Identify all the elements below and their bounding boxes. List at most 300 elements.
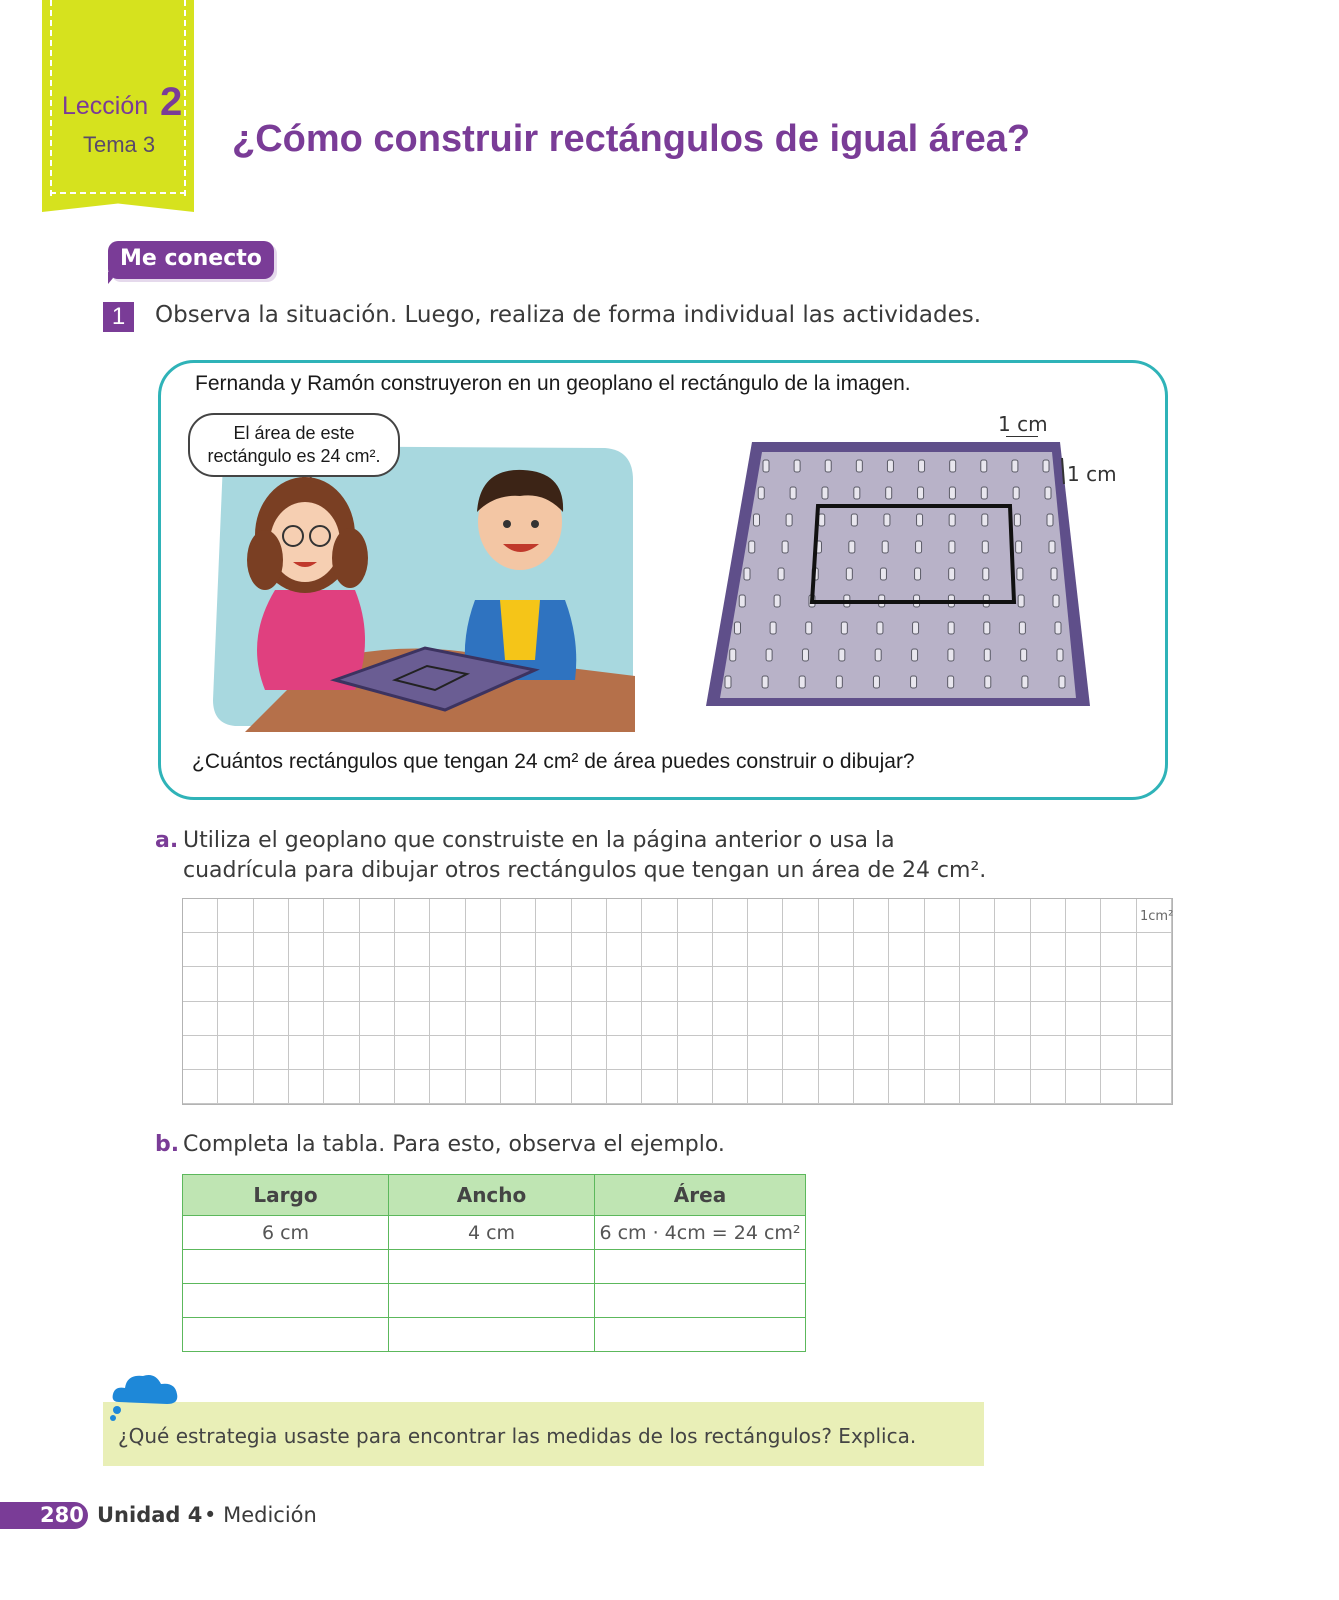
lesson-label: Lección (62, 92, 149, 120)
grid-cell[interactable] (1101, 967, 1136, 1001)
geoboard-peg (849, 541, 855, 553)
geoboard-peg (981, 487, 987, 499)
header-largo: Largo (183, 1175, 389, 1216)
grid-cell[interactable] (218, 1070, 253, 1104)
grid-cell[interactable] (889, 967, 924, 1001)
geoboard-peg (762, 676, 768, 688)
grid-cell[interactable] (1101, 1070, 1136, 1104)
speech-line-2: rectángulo es 24 cm². (207, 446, 381, 466)
geoboard-peg (948, 622, 954, 634)
grid-cell[interactable] (854, 1070, 889, 1104)
grid-cell[interactable] (1101, 933, 1136, 967)
geoboard-peg (984, 649, 990, 661)
grid-cell[interactable] (819, 1070, 854, 1104)
activity-number: 1 (103, 302, 134, 332)
grid-cell[interactable] (748, 1002, 783, 1036)
grid-cell[interactable] (501, 967, 536, 1001)
grid-cell[interactable] (395, 1002, 430, 1036)
grid-cell[interactable] (536, 967, 571, 1001)
geoboard-peg (725, 676, 731, 688)
grid-cell[interactable] (572, 1070, 607, 1104)
grid-cell[interactable] (854, 899, 889, 933)
grid-cell[interactable] (783, 899, 818, 933)
part-b-label: b. (155, 1132, 180, 1157)
grid-cell[interactable] (783, 1036, 818, 1070)
table-cell[interactable] (595, 1284, 806, 1318)
part-b-text: Completa la tabla. Para esto, observa el ejemplo. (183, 1132, 725, 1157)
topic-label: Tema 3 (83, 132, 156, 157)
header-area: Área (595, 1175, 806, 1216)
geoboard-peg (730, 649, 736, 661)
grid-cell[interactable] (254, 1070, 289, 1104)
grid-cell[interactable] (678, 933, 713, 967)
geoboard-peg (887, 460, 893, 472)
geoboard-peg (880, 568, 886, 580)
grid-cell[interactable] (960, 967, 995, 1001)
grid-cell[interactable] (995, 1070, 1030, 1104)
geoboard-peg (948, 649, 954, 661)
grid-cell[interactable] (430, 1070, 465, 1104)
grid-cell[interactable] (1031, 1070, 1066, 1104)
grid-cell[interactable] (1031, 933, 1066, 967)
geoboard-peg (802, 649, 808, 661)
grid-cell[interactable] (466, 1036, 501, 1070)
grid-cell[interactable] (854, 1036, 889, 1070)
grid-cell[interactable] (289, 1070, 324, 1104)
grid-cell[interactable] (642, 1036, 677, 1070)
geoboard-peg (982, 541, 988, 553)
geoboard-peg (1043, 460, 1049, 472)
grid-cell[interactable] (572, 1002, 607, 1036)
table-cell[interactable] (389, 1250, 595, 1284)
geoboard-peg (950, 460, 956, 472)
grid-cell[interactable] (536, 1036, 571, 1070)
grid-cell[interactable] (854, 967, 889, 1001)
grid-cell[interactable] (572, 899, 607, 933)
grid-cell[interactable] (819, 899, 854, 933)
section-badge: Me conecto (108, 241, 274, 279)
grid-cell[interactable] (783, 1002, 818, 1036)
grid-cell[interactable] (183, 967, 218, 1001)
grid-cell[interactable] (183, 1002, 218, 1036)
grid-cell[interactable] (960, 899, 995, 933)
grid-cell[interactable] (642, 1002, 677, 1036)
grid-cell[interactable] (748, 1036, 783, 1070)
speech-line-1: El área de este (233, 423, 355, 443)
geoboard-peg (877, 622, 883, 634)
geoboard-peg (1055, 622, 1061, 634)
grid-cell[interactable] (324, 1036, 359, 1070)
geoboard-peg (875, 649, 881, 661)
grid-cell[interactable] (466, 967, 501, 1001)
activity-instruction: Observa la situación. Luego, realiza de forma individual las actividades. (155, 302, 982, 328)
grid-cell[interactable] (889, 933, 924, 967)
grid-cell[interactable] (642, 967, 677, 1001)
geoboard-peg (749, 541, 755, 553)
geoboard-peg (1047, 514, 1053, 526)
geoboard-peg (949, 541, 955, 553)
geoboard-peg (1017, 568, 1023, 580)
grid-cell[interactable] (854, 1002, 889, 1036)
table-cell[interactable] (595, 1250, 806, 1284)
grid-cell[interactable] (960, 1036, 995, 1070)
geoboard-peg (822, 487, 828, 499)
part-a-label: a. (155, 828, 179, 853)
geoboard-peg (806, 622, 812, 634)
grid-cell[interactable] (289, 899, 324, 933)
table-cell[interactable] (183, 1250, 389, 1284)
grid-cell[interactable] (501, 899, 536, 933)
grid-cell[interactable] (642, 899, 677, 933)
grid-cell[interactable] (1031, 899, 1066, 933)
grid-cell[interactable] (254, 1002, 289, 1036)
geoboard-peg (854, 487, 860, 499)
grid-cell[interactable] (536, 899, 571, 933)
grid-cell[interactable] (995, 1002, 1030, 1036)
grid-cell[interactable] (713, 1036, 748, 1070)
geoboard-peg (1049, 541, 1055, 553)
grid-cell[interactable] (430, 899, 465, 933)
grid-cell[interactable] (218, 933, 253, 967)
unit-label: Unidad 4 (97, 1503, 203, 1527)
grid-cell[interactable] (1066, 933, 1101, 967)
grid-cell[interactable] (854, 933, 889, 967)
grid-cell[interactable] (995, 933, 1030, 967)
situation-intro: Fernanda y Ramón construyeron en un geoplano el rectángulo de la imagen. (195, 372, 911, 395)
table-cell: 4 cm (389, 1216, 595, 1250)
grid-cell[interactable] (607, 1070, 642, 1104)
grid-cell[interactable] (1066, 967, 1101, 1001)
grid-cell[interactable] (1137, 967, 1172, 1001)
grid-cell[interactable] (360, 1036, 395, 1070)
geoboard-peg (856, 460, 862, 472)
part-a-line-2: cuadrícula para dibujar otros rectángulos que tengan un área de 24 cm². (183, 858, 987, 883)
grid-cell[interactable] (925, 1036, 960, 1070)
grid-cell[interactable] (819, 1036, 854, 1070)
grid-cell[interactable] (1031, 1036, 1066, 1070)
grid-cell[interactable] (395, 899, 430, 933)
drawing-grid[interactable] (182, 898, 1173, 1105)
dimensions-table (182, 1174, 806, 1352)
grid-cell[interactable] (783, 967, 818, 1001)
grid-cell[interactable] (925, 933, 960, 967)
geoboard-peg (1022, 676, 1028, 688)
grid-cell[interactable] (607, 933, 642, 967)
grid-cell[interactable] (925, 899, 960, 933)
grid-cell[interactable] (960, 1002, 995, 1036)
grid-cell[interactable] (289, 967, 324, 1001)
situation-question: ¿Cuántos rectángulos que tengan 24 cm² de área puedes construir o dibujar? (192, 750, 915, 773)
grid-cell[interactable] (501, 1036, 536, 1070)
grid-cell[interactable] (395, 1070, 430, 1104)
grid-cell[interactable] (678, 1036, 713, 1070)
grid-cell[interactable] (1066, 1036, 1101, 1070)
geoboard-peg (819, 514, 825, 526)
geoboard-peg (782, 541, 788, 553)
grid-cell[interactable] (678, 899, 713, 933)
geoboard-peg (1013, 487, 1019, 499)
grid-cell[interactable] (218, 899, 253, 933)
grid-cell[interactable] (254, 967, 289, 1001)
grid-cell[interactable] (889, 1002, 924, 1036)
grid-cell[interactable] (1137, 1002, 1172, 1036)
table-cell: 6 cm (183, 1216, 389, 1250)
grid-cell[interactable] (360, 933, 395, 967)
grid-cell[interactable] (713, 899, 748, 933)
geoboard-peg (790, 487, 796, 499)
grid-cell[interactable] (1101, 1002, 1136, 1036)
grid-cell[interactable] (430, 933, 465, 967)
grid-cell[interactable] (572, 1036, 607, 1070)
children-illustration (205, 440, 637, 732)
table-row[interactable] (183, 1284, 806, 1318)
subject-label (204, 1502, 317, 1529)
grid-cell[interactable] (607, 1036, 642, 1070)
grid-cell[interactable] (289, 933, 324, 967)
grid-cell[interactable] (430, 967, 465, 1001)
geoboard-peg (766, 649, 772, 661)
table-cell[interactable] (389, 1284, 595, 1318)
grid-cell[interactable] (289, 1002, 324, 1036)
geoboard-peg (1059, 676, 1065, 688)
grid-cell[interactable] (748, 1070, 783, 1104)
grid-cell[interactable] (748, 899, 783, 933)
geoboard-peg (873, 676, 879, 688)
grid-cell[interactable] (960, 1070, 995, 1104)
grid-cell[interactable] (324, 933, 359, 967)
table-row (183, 1216, 806, 1250)
grid-cell[interactable] (1031, 1002, 1066, 1036)
grid-cell[interactable] (572, 967, 607, 1001)
grid-cell[interactable] (1137, 1036, 1172, 1070)
geoboard-peg (884, 514, 890, 526)
grid-cell[interactable] (218, 967, 253, 1001)
grid-cell[interactable] (713, 933, 748, 967)
geoboard-image (700, 436, 1094, 726)
grid-cell[interactable] (1137, 933, 1172, 967)
grid-cell[interactable] (607, 1002, 642, 1036)
grid-cell[interactable] (466, 933, 501, 967)
grid-cell[interactable] (1137, 1070, 1172, 1104)
grid-cell[interactable] (713, 967, 748, 1001)
grid-cell[interactable] (324, 1002, 359, 1036)
grid-cell[interactable] (995, 899, 1030, 933)
header-ancho: Ancho (389, 1175, 595, 1216)
grid-cell[interactable] (360, 1070, 395, 1104)
geoboard-peg (1012, 460, 1018, 472)
grid-cell[interactable] (536, 1002, 571, 1036)
geoboard-peg (799, 676, 805, 688)
grid-cell[interactable] (607, 899, 642, 933)
measure-side-label: 1 cm (1067, 462, 1117, 486)
grid-cell[interactable] (748, 933, 783, 967)
grid-cell[interactable] (889, 899, 924, 933)
geoboard-peg (770, 622, 776, 634)
grid-cell[interactable] (254, 1036, 289, 1070)
geoboard-peg (949, 487, 955, 499)
grid-cell[interactable] (536, 933, 571, 967)
grid-cell[interactable] (995, 967, 1030, 1001)
geoboard-peg (882, 541, 888, 553)
geoboard-peg (758, 487, 764, 499)
geoboard-peg (744, 568, 750, 580)
grid-cell[interactable] (678, 967, 713, 1001)
grid-cell[interactable] (819, 933, 854, 967)
grid-cell[interactable] (925, 967, 960, 1001)
geoboard-peg (912, 649, 918, 661)
grid-cell[interactable] (1101, 899, 1136, 933)
grid-cell[interactable] (501, 933, 536, 967)
grid-cell[interactable] (183, 1070, 218, 1104)
subject-name: Medición (223, 1503, 317, 1527)
table-cell[interactable] (183, 1284, 389, 1318)
grid-cell[interactable] (324, 899, 359, 933)
grid-cell[interactable] (395, 933, 430, 967)
geoboard-peg (949, 568, 955, 580)
grid-cell[interactable] (642, 1070, 677, 1104)
geoboard-peg (851, 514, 857, 526)
grid-cell[interactable] (395, 1036, 430, 1070)
geoboard-peg (1019, 622, 1025, 634)
grid-cell[interactable] (713, 1070, 748, 1104)
grid-cell[interactable] (501, 1002, 536, 1036)
geoboard-peg (754, 514, 760, 526)
grid-cell[interactable] (889, 1036, 924, 1070)
ribbon-stitching-bottom (50, 192, 186, 194)
geoboard-peg (949, 514, 955, 526)
grid-cell[interactable] (430, 1002, 465, 1036)
grid-cell[interactable] (324, 967, 359, 1001)
grid-cell[interactable] (430, 1036, 465, 1070)
geoboard-peg (984, 622, 990, 634)
grid-cell[interactable] (1066, 1002, 1101, 1036)
geoboard-peg (919, 460, 925, 472)
grid-unit-label: 1cm² (1140, 909, 1174, 924)
grid-cell[interactable] (466, 1002, 501, 1036)
grid-cell[interactable] (536, 1070, 571, 1104)
grid-cell[interactable] (218, 1036, 253, 1070)
grid-cell[interactable] (1066, 1070, 1101, 1104)
geoboard-peg (778, 568, 784, 580)
geoboard-peg (1051, 568, 1057, 580)
grid-cell[interactable] (678, 1070, 713, 1104)
geoboard-peg (1021, 649, 1027, 661)
speech-bubble (188, 413, 400, 477)
geoboard-peg (1053, 595, 1059, 607)
grid-cell[interactable] (183, 899, 218, 933)
measure-top-label: 1 cm (998, 412, 1048, 436)
geoboard-peg (836, 676, 842, 688)
grid-cell[interactable] (819, 967, 854, 1001)
grid-cell[interactable] (183, 933, 218, 967)
grid-cell[interactable] (324, 1070, 359, 1104)
grid-cell[interactable] (678, 1002, 713, 1036)
grid-cell[interactable] (995, 1036, 1030, 1070)
geoboard-peg (983, 568, 989, 580)
geoboard-peg (825, 460, 831, 472)
table-cell[interactable] (595, 1318, 806, 1352)
grid-cell[interactable] (889, 1070, 924, 1104)
grid-cell[interactable] (607, 967, 642, 1001)
table-row[interactable] (183, 1250, 806, 1284)
grid-cell[interactable] (783, 1070, 818, 1104)
grid-cell[interactable] (783, 933, 818, 967)
reflection-question: ¿Qué estrategia usaste para encontrar las medidas de los rectángulos? Explica. (118, 1424, 917, 1448)
separator: • (204, 1503, 217, 1527)
geoboard-peg (948, 676, 954, 688)
geoboard-peg (774, 595, 780, 607)
geoboard-peg (846, 568, 852, 580)
grid-cell[interactable] (960, 933, 995, 967)
grid-cell[interactable] (819, 1002, 854, 1036)
grid-cell[interactable] (713, 1002, 748, 1036)
geoboard-peg (1016, 541, 1022, 553)
page-title: ¿Cómo construir rectángulos de igual área? (232, 118, 1031, 160)
geoboard-peg (985, 676, 991, 688)
part-a-line-1: Utiliza el geoplano que construiste en la página anterior o usa la (183, 828, 895, 853)
grid-cell[interactable] (1101, 1036, 1136, 1070)
grid-cell[interactable] (360, 967, 395, 1001)
geoboard-peg (918, 487, 924, 499)
geoboard-peg (1018, 595, 1024, 607)
grid-cell[interactable] (642, 933, 677, 967)
geoboard-peg (739, 595, 745, 607)
grid-cell[interactable] (289, 1036, 324, 1070)
lesson-number: 2 (160, 80, 183, 124)
grid-cell[interactable] (572, 933, 607, 967)
geoboard-peg (786, 514, 792, 526)
table-cell: 6 cm · 4cm = 24 cm² (595, 1216, 806, 1250)
grid-cell[interactable] (254, 899, 289, 933)
geoboard-peg (841, 622, 847, 634)
page-number: 280 (40, 1503, 84, 1527)
grid-cell[interactable] (395, 967, 430, 1001)
geoboard-peg (794, 460, 800, 472)
geoboard-peg (915, 568, 921, 580)
grid-cell[interactable] (1031, 967, 1066, 1001)
geoboard-peg (763, 460, 769, 472)
thought-cloud-icon (105, 1368, 181, 1428)
grid-cell[interactable] (254, 933, 289, 967)
geoboard-peg (913, 622, 919, 634)
table-header-row (183, 1175, 806, 1216)
table-cell[interactable] (389, 1318, 595, 1352)
geoboard-peg (916, 541, 922, 553)
geoboard-peg (911, 676, 917, 688)
table-row[interactable] (183, 1318, 806, 1352)
geoboard-peg (917, 514, 923, 526)
grid-cell[interactable] (466, 899, 501, 933)
grid-cell[interactable] (218, 1002, 253, 1036)
geoboard-peg (1014, 514, 1020, 526)
geoboard-peg (981, 460, 987, 472)
geoboard-peg (1045, 487, 1051, 499)
grid-cell[interactable] (466, 1070, 501, 1104)
grid-cell[interactable] (925, 1070, 960, 1104)
grid-cell[interactable] (360, 899, 395, 933)
grid-cell[interactable] (183, 1036, 218, 1070)
geoboard-peg (886, 487, 892, 499)
grid-cell[interactable] (501, 1070, 536, 1104)
geoboard-peg (839, 649, 845, 661)
grid-cell[interactable] (925, 1002, 960, 1036)
table-cell[interactable] (183, 1318, 389, 1352)
grid-cell[interactable] (1066, 899, 1101, 933)
geoboard-peg (982, 514, 988, 526)
grid-cell[interactable] (748, 967, 783, 1001)
grid-cell[interactable] (360, 1002, 395, 1036)
geoboard-peg (1057, 649, 1063, 661)
